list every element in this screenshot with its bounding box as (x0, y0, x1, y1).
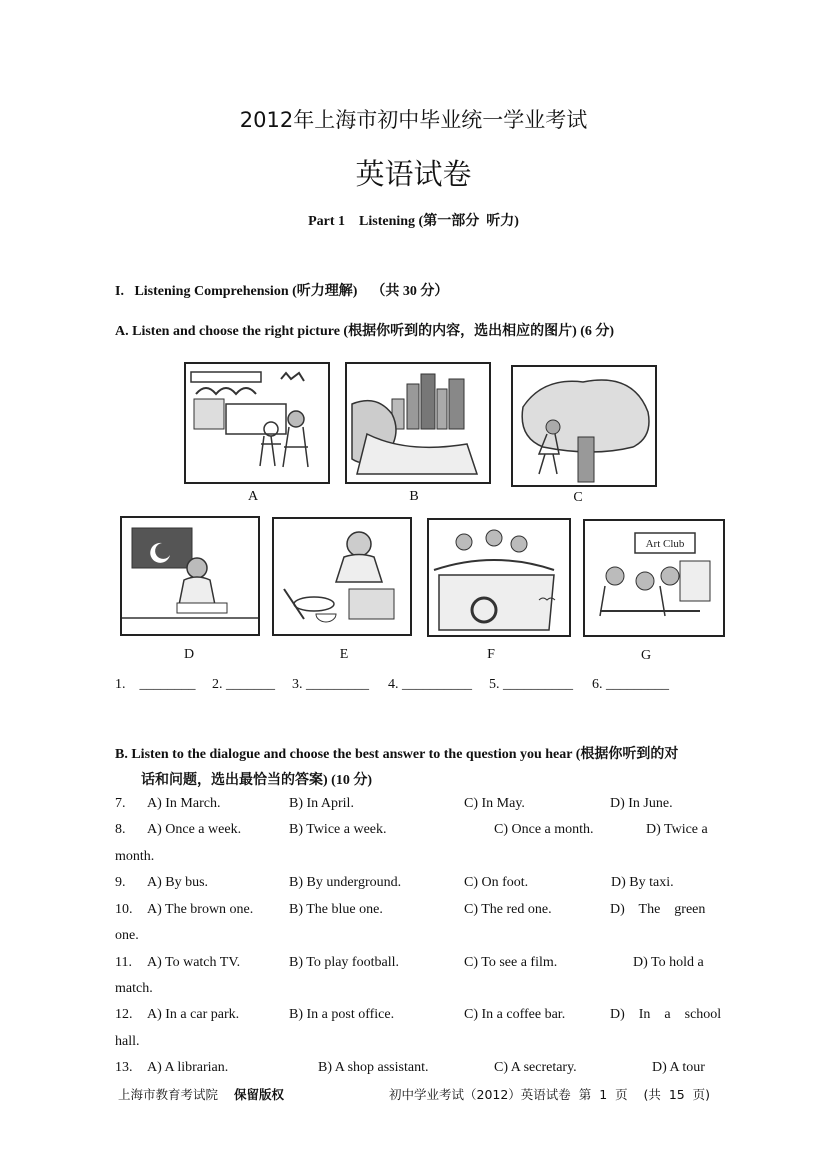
option-c[interactable]: C) A secretary. (494, 1060, 577, 1075)
picture-label-c: C (573, 490, 583, 505)
art-club-sign-text: Art Club (645, 538, 685, 550)
option-a[interactable]: A) By bus. (147, 875, 209, 890)
option-d[interactable]: D) In June. (610, 796, 673, 811)
cooking-scene-illustration (274, 519, 410, 634)
option-d[interactable]: D) In a school (610, 1007, 722, 1022)
option-d-wrap: one. (115, 928, 139, 943)
option-b[interactable]: B) Twice a week. (289, 822, 387, 837)
picture-c (511, 365, 657, 487)
question-number: 9. (115, 875, 126, 890)
answer-blank-6[interactable]: 6. _________ (592, 677, 669, 692)
question-number: 11. (115, 955, 132, 970)
option-b[interactable]: B) By underground. (289, 875, 402, 890)
option-b[interactable]: B) In April. (289, 796, 354, 811)
ship-scene-illustration (429, 520, 569, 635)
option-d-wrap: match. (115, 981, 153, 996)
part-title: Part 1 Listening (第一部分 听力) (308, 214, 519, 229)
option-c[interactable]: C) In May. (464, 796, 525, 811)
picture-label-a: A (247, 489, 259, 504)
question-number: 7. (115, 796, 126, 811)
picture-label-g: G (640, 648, 652, 663)
picture-a (184, 362, 330, 484)
option-a[interactable]: A) In March. (147, 796, 221, 811)
city-scene-illustration (347, 364, 489, 482)
option-a[interactable]: A) Once a week. (147, 822, 242, 837)
picture-label-b: B (409, 489, 419, 504)
option-d[interactable]: D) A tour (652, 1060, 705, 1075)
option-c[interactable]: C) On foot. (464, 875, 529, 890)
picture-e (272, 517, 412, 636)
option-d[interactable]: D) To hold a (633, 955, 704, 970)
option-a[interactable]: A) To watch TV. (147, 955, 241, 970)
picture-b (345, 362, 491, 484)
picture-label-f: F (487, 647, 495, 662)
footer-rights: 保留版权 (234, 1087, 285, 1102)
answer-blank-1[interactable]: 1. ________ (115, 677, 196, 692)
picture-d (120, 516, 260, 636)
option-b[interactable]: B) In a post office. (289, 1007, 395, 1022)
footer-publisher: 上海市教育考试院 (118, 1087, 219, 1102)
option-d-wrap: month. (115, 849, 155, 864)
option-d-wrap: hall. (115, 1034, 140, 1049)
picture-label-d: D (183, 647, 195, 662)
option-b[interactable]: B) To play football. (289, 955, 399, 970)
question-number: 13. (115, 1060, 133, 1075)
exam-title: 2012年上海市初中毕业统一学业考试 (239, 108, 588, 132)
option-c[interactable]: C) To see a film. (464, 955, 558, 970)
option-c[interactable]: C) Once a month. (494, 822, 594, 837)
option-d[interactable]: D) The green (610, 902, 706, 917)
option-b[interactable]: B) The blue one. (289, 902, 383, 917)
option-d[interactable]: D) Twice a (646, 822, 708, 837)
answer-blank-4[interactable]: 4. __________ (388, 677, 472, 692)
shop-scene-illustration (186, 364, 328, 482)
section-i-title: I. Listening Comprehension (听力理解) （共 30 分） (115, 284, 449, 299)
reading-scene-illustration (122, 518, 258, 634)
question-number: 8. (115, 822, 126, 837)
option-b[interactable]: B) A shop assistant. (318, 1060, 429, 1075)
answer-blank-2[interactable]: 2. _______ (212, 677, 275, 692)
footer-page-info: 初中学业考试（2012）英语试卷 第 1 页 (共 15 页) (389, 1087, 711, 1102)
section-b-title-line2: 话和问题，选出最恰当的答案) (10 分) (141, 773, 372, 788)
picture-f (427, 518, 571, 637)
option-a[interactable]: A) The brown one. (147, 902, 254, 917)
option-a[interactable]: A) A librarian. (147, 1060, 229, 1075)
art-club-scene-illustration (585, 521, 723, 635)
option-c[interactable]: C) The red one. (464, 902, 552, 917)
picture-g (583, 519, 725, 637)
question-number: 10. (115, 902, 133, 917)
answer-blank-3[interactable]: 3. _________ (292, 677, 369, 692)
tree-scene-illustration (513, 367, 655, 485)
section-b-title-line1: B. Listen to the dialogue and choose the best answer to the question you hear (根据你听到的对 (115, 747, 679, 762)
question-number: 12. (115, 1007, 133, 1022)
option-a[interactable]: A) In a car park. (147, 1007, 240, 1022)
option-d[interactable]: D) By taxi. (611, 875, 674, 890)
paper-title: 英语试卷 (355, 157, 472, 191)
option-c[interactable]: C) In a coffee bar. (464, 1007, 566, 1022)
picture-label-e: E (339, 647, 349, 662)
section-a-title: A. Listen and choose the right picture (根据你听到的内容，选出相应的图片) (6 分) (115, 324, 615, 339)
answer-blank-5[interactable]: 5. __________ (489, 677, 573, 692)
